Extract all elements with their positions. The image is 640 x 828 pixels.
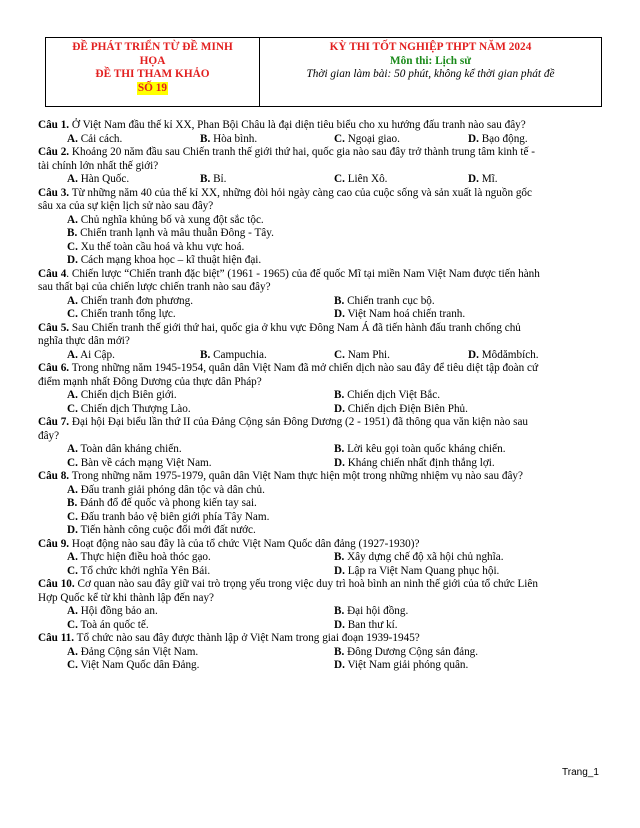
answer-option[interactable] — [67, 659, 199, 673]
answer-option-letter: A. — [67, 443, 78, 455]
answer-option-letter: A. — [67, 173, 78, 185]
question-text-line — [38, 470, 603, 484]
answer-options-row — [38, 389, 603, 403]
answer-option-letter: A. — [67, 483, 78, 496]
answer-option[interactable] — [67, 173, 129, 187]
answer-option[interactable] — [67, 349, 115, 363]
answer-option[interactable] — [67, 551, 211, 565]
question-text-line — [38, 268, 603, 282]
answer-option-text: Đấu tranh bảo vệ biên giới phía Tây Nam. — [80, 510, 270, 523]
answer-option-letter: D. — [334, 564, 345, 577]
answer-option-text: Chiến dịch Việt Bắc. — [347, 389, 441, 401]
answer-option[interactable] — [67, 646, 198, 660]
answer-option-letter: B. — [334, 389, 345, 401]
answer-option[interactable] — [334, 295, 435, 309]
answer-option-text: Mĩ. — [481, 173, 498, 185]
answer-option-text: Xu thế toàn cầu hoá và khu vực hoá. — [80, 240, 245, 253]
answer-option[interactable] — [334, 646, 478, 660]
answer-option-text: Chiến tranh lạnh và mâu thuẫn Đông - Tây. — [80, 227, 274, 239]
answer-options-row — [38, 551, 603, 565]
answer-options-row — [38, 241, 603, 255]
answer-option-text: Chiến dịch Thượng Lào. — [80, 402, 191, 415]
answer-options-row — [38, 214, 603, 228]
answer-option-text: Đại hội đồng. — [347, 605, 409, 617]
question-text-line — [38, 416, 603, 430]
question-text-line — [38, 578, 603, 592]
answer-option[interactable] — [67, 308, 176, 322]
answer-option-letter: C. — [334, 348, 345, 361]
answer-option-letter: D. — [334, 659, 345, 671]
answer-option-letter: A. — [67, 605, 78, 617]
answer-option-letter: B. — [334, 443, 345, 455]
question-text-line — [38, 187, 603, 201]
answer-option-text: Lập ra Việt Nam Quang phục hội. — [347, 564, 500, 577]
answer-option[interactable] — [468, 173, 498, 187]
answer-option-letter: C. — [67, 456, 78, 469]
answer-options-row — [38, 497, 603, 511]
question-list — [38, 119, 603, 673]
answer-option-text: Chiến tranh cục bộ. — [347, 294, 435, 307]
answer-option-text: Việt Nam hoá chiến tranh. — [347, 308, 466, 320]
answer-option-letter: A. — [67, 389, 78, 401]
answer-option[interactable] — [67, 484, 265, 498]
answer-option-text: Việt Nam Quốc dân Đảng. — [80, 659, 200, 671]
answer-option-letter: D. — [334, 308, 345, 320]
answer-option[interactable] — [334, 619, 398, 633]
question-text: sâu xa của sự kiện lịch sử nào sau đây? — [38, 200, 214, 212]
answer-option-letter: A. — [67, 645, 78, 658]
answer-option-letter: B. — [334, 294, 345, 307]
answer-option[interactable] — [67, 524, 256, 538]
question-text: đây? — [38, 429, 60, 442]
answer-option-text: Bàn về cách mạng Việt Nam. — [80, 456, 212, 469]
exam-title: KỲ THI TỐT NGHIỆP THPT NĂM 2024 — [329, 41, 532, 53]
question-number: Câu 4 — [38, 267, 67, 280]
question-number: Câu 2. — [38, 146, 70, 158]
answer-option-text: Hội đồng bảo an. — [80, 605, 158, 617]
question-text: sau thất bại của chiến lược chiến tranh nào sau đây? — [38, 281, 271, 293]
answer-option-letter: C. — [67, 510, 78, 523]
question-number: Câu 3. — [38, 186, 70, 199]
question-text-line — [38, 160, 603, 174]
answer-option-text: Ai Cập. — [80, 348, 115, 361]
header-right-cell — [260, 38, 601, 106]
answer-option-text: Toà án quốc tế. — [80, 618, 149, 631]
answer-option-text: Chiến tranh tổng lực. — [80, 308, 176, 320]
answer-options-row — [38, 457, 603, 471]
answer-option-letter: C. — [67, 564, 78, 577]
answer-option[interactable] — [334, 457, 495, 471]
question-text-line — [38, 362, 603, 376]
answer-option[interactable] — [67, 133, 122, 147]
answer-option[interactable] — [67, 443, 182, 457]
answer-options-row — [38, 295, 603, 309]
exam-subject: Môn thi: Lịch sử — [389, 54, 472, 67]
answer-option-letter: A. — [67, 348, 78, 361]
answer-option-text: Tổ chức khởi nghĩa Yên Bái. — [80, 564, 211, 577]
answer-option[interactable] — [67, 605, 158, 619]
answer-option[interactable] — [67, 254, 261, 268]
question-text-line — [38, 322, 603, 336]
answer-options-row — [38, 619, 603, 633]
question-text: Trong những năm 1975-1979, quân dân Việt Nam thực hiện một trong những nhiệm vụ nào sau đây? — [71, 470, 523, 482]
answer-option[interactable] — [334, 173, 387, 187]
question-number: Câu 11. — [38, 632, 75, 644]
answer-option[interactable] — [200, 349, 267, 363]
answer-option[interactable] — [334, 605, 408, 619]
answer-option-letter: A. — [67, 132, 78, 145]
answer-option-letter: C. — [67, 659, 78, 671]
answer-option[interactable] — [334, 565, 499, 579]
question-text: tài chính lớn nhất thế giới? — [38, 159, 159, 172]
answer-option-text: Bạo động. — [481, 132, 528, 145]
answer-option-letter: D. — [67, 254, 78, 266]
question-text-line — [38, 281, 603, 295]
answer-option[interactable] — [334, 133, 400, 147]
answer-option-letter: A. — [67, 551, 78, 563]
answer-option-text: Campuchia. — [213, 348, 267, 361]
answer-option-letter: D. — [468, 132, 479, 145]
answer-option[interactable] — [334, 308, 465, 322]
answer-option-text: Đảng Cộng sản Việt Nam. — [80, 645, 199, 658]
answer-options-row — [38, 605, 603, 619]
answer-option[interactable] — [200, 173, 226, 187]
question-number: Câu 5. — [38, 321, 70, 334]
answer-option-letter: B. — [334, 551, 345, 563]
answer-option-letter: A. — [67, 213, 78, 226]
header-left-line3: ĐỀ THI THAM KHẢO — [95, 68, 210, 81]
answer-option[interactable] — [67, 241, 244, 255]
answer-options-row — [38, 646, 603, 660]
answer-option-text: Hàn Quốc. — [80, 173, 130, 185]
answer-option-text: Toàn dân kháng chiến. — [80, 443, 182, 455]
answer-option-letter: A. — [67, 294, 78, 307]
answer-options-row — [38, 484, 603, 498]
answer-option-letter: C. — [67, 618, 78, 631]
answer-option-letter: D. — [468, 348, 479, 361]
answer-option-text: Chiến tranh đơn phương. — [80, 294, 194, 307]
question-text: nghĩa thực dân mới? — [38, 335, 130, 347]
answer-option[interactable] — [67, 403, 191, 417]
answer-option-text: Liên Xô. — [347, 173, 388, 185]
answer-option[interactable] — [200, 133, 257, 147]
question-text: Cơ quan nào sau đây giữ vai trò trọng yếu trong việc duy trì hoà bình an ninh thế giới của tổ chức Liên — [77, 578, 538, 590]
answer-option-text: Việt Nam giải phóng quân. — [347, 659, 469, 671]
answer-option[interactable] — [334, 443, 506, 457]
answer-option-letter: B. — [334, 645, 345, 658]
answer-option[interactable] — [468, 349, 539, 363]
answer-options-row — [38, 659, 603, 673]
answer-option-letter: C. — [334, 173, 345, 185]
answer-options-row — [38, 254, 603, 268]
answer-option[interactable] — [334, 403, 468, 417]
answer-option-text: Hòa bình. — [213, 132, 258, 145]
answer-option-text: Đấu tranh giải phóng dân tộc và dân chủ. — [80, 483, 265, 496]
answer-option[interactable] — [468, 133, 528, 147]
answer-option[interactable] — [334, 551, 504, 565]
answer-option-letter: C. — [67, 402, 78, 415]
answer-option[interactable] — [67, 295, 193, 309]
question-text: Tổ chức nào sau đây được thành lập ở Việt Nam trong giai đoạn 1939-1945? — [76, 632, 420, 644]
answer-option-text: Ban thư kí. — [347, 618, 398, 631]
header-left-cell — [46, 38, 260, 106]
header-left-line1: ĐỀ PHÁT TRIỂN TỪ ĐỀ MINH — [72, 41, 233, 53]
answer-options-row — [38, 524, 603, 538]
answer-option[interactable] — [67, 565, 210, 579]
question-text-line — [38, 538, 603, 552]
question-text: Từ những năm 40 của thế kỉ XX, những đòi hỏi ngày càng cao của cuộc sống và sản xuất là nguồn gốc — [71, 186, 532, 199]
question-number: Câu 8. — [38, 470, 70, 482]
answer-option-letter: D. — [468, 173, 479, 185]
answer-option-text: Ngoại giao. — [347, 132, 400, 145]
question-text: Hợp Quốc kể từ khi thành lập đến nay? — [38, 591, 215, 604]
answer-options-row — [38, 308, 603, 322]
answer-option[interactable] — [334, 659, 468, 673]
answer-option-letter: B. — [67, 497, 78, 509]
answer-option-text: Đông Dương Cộng sản đảng. — [347, 645, 479, 658]
answer-option[interactable] — [67, 511, 269, 525]
answer-option[interactable] — [67, 497, 257, 511]
answer-option-letter: C. — [67, 240, 78, 253]
question-text-line — [38, 592, 603, 606]
question-text: Khoảng 20 năm đầu sau Chiến tranh thế giới thứ hai, quốc gia nào sau đây trở thành trung tâm kinh tế - — [71, 146, 536, 158]
answer-options-row — [38, 443, 603, 457]
answer-option-letter: B. — [200, 348, 211, 361]
answer-option-text: Cách mạng khoa học – kĩ thuật hiện đại. — [80, 254, 262, 266]
question-text: điểm mạnh nhất Đông Dương của thực dân Pháp? — [38, 375, 262, 388]
answer-option[interactable] — [334, 389, 440, 403]
answer-option-text: Tiến hành công cuộc đổi mới đất nước. — [80, 524, 256, 536]
answer-option[interactable] — [334, 349, 390, 363]
answer-options-row — [38, 511, 603, 525]
question-number: Câu 10. — [38, 578, 75, 590]
page-number: Trang_1 — [562, 767, 599, 778]
question-number: Câu 6. — [38, 362, 70, 374]
question-text-line — [38, 335, 603, 349]
question-text: Hoạt động nào sau đây là của tổ chức Việt Nam Quốc dân đảng (1927-1930)? — [71, 537, 420, 550]
answer-option-letter: C. — [67, 308, 78, 320]
question-text: Ở Việt Nam đầu thế kỉ XX, Phan Bội Châu là đại diện tiêu biểu cho xu hướng đấu tranh nào sau đây? — [71, 119, 526, 131]
answer-option-letter: B. — [67, 227, 78, 239]
answer-options-row — [38, 133, 603, 147]
question-number: Câu 1. — [38, 119, 70, 131]
answer-options-row — [38, 227, 603, 241]
answer-option-text: Môdămbích. — [481, 348, 539, 361]
answer-option-text: Chiến dịch Biên giới. — [80, 389, 177, 401]
answer-options-row — [38, 173, 603, 187]
question-text: Trong những năm 1945-1954, quân dân Việt Nam đã mở chiến dịch nào sau đây để tiêu diệt tập đoàn cứ — [71, 362, 539, 374]
exam-header — [45, 37, 602, 107]
answer-option-text: Nam Phi. — [347, 348, 390, 361]
question-text-line — [38, 146, 603, 160]
answer-option-letter: D. — [67, 524, 78, 536]
question-text: . Chiến lược “Chiến tranh đặc biệt” (1961 - 1965) của đế quốc Mĩ tại miền Nam Việt Nam được tiến hành — [66, 267, 540, 280]
answer-option-text: Chủ nghĩa khủng bố và xung đột sắc tộc. — [80, 213, 264, 226]
question-text-line — [38, 200, 603, 214]
question-text-line — [38, 119, 603, 133]
answer-option[interactable] — [67, 227, 274, 241]
answer-option-text: Cải cách. — [80, 132, 123, 145]
answer-option-letter: B. — [200, 132, 211, 145]
answer-option-text: Kháng chiến nhất định thắng lợi. — [347, 456, 495, 469]
answer-option-text: Bỉ. — [213, 173, 227, 185]
answer-options-row — [38, 403, 603, 417]
answer-option[interactable] — [67, 389, 177, 403]
question-text: Sau Chiến tranh thế giới thứ hai, quốc gia ở khu vực Đông Nam Á đã tiến hành đấu tranh chống chủ — [71, 321, 521, 334]
answer-option[interactable] — [67, 457, 212, 471]
answer-options-row — [38, 565, 603, 579]
answer-option-text: Đánh đổ đế quốc và phong kiến tay sai. — [80, 497, 257, 509]
answer-option-letter: B. — [334, 605, 345, 617]
exam-code-badge: SỐ 19 — [137, 81, 168, 94]
answer-options-row — [38, 349, 603, 363]
question-text-line — [38, 632, 603, 646]
answer-option-text: Xây dựng chế độ xã hội chủ nghĩa. — [347, 551, 504, 563]
answer-option-letter: D. — [334, 456, 345, 469]
answer-option-text: Chiến dịch Điện Biên Phủ. — [347, 402, 468, 415]
answer-option-text: Thực hiện điều hoà thóc gạo. — [80, 551, 211, 563]
answer-option-letter: C. — [334, 132, 345, 145]
header-left-line2: HỌA — [139, 54, 166, 67]
answer-option[interactable] — [67, 619, 149, 633]
question-text-line — [38, 376, 603, 390]
question-text-line — [38, 430, 603, 444]
answer-option-letter: D. — [334, 402, 345, 415]
question-number: Câu 7. — [38, 416, 70, 428]
question-number: Câu 9. — [38, 537, 70, 550]
answer-option-text: Lời kêu gọi toàn quốc kháng chiến. — [347, 443, 506, 455]
question-text: Đại hội Đại biểu lần thứ II của Đảng Cộng sản Đông Dương (2 - 1951) đã thông qua văn kiện nào sau — [71, 416, 529, 428]
answer-option-letter: D. — [334, 618, 345, 631]
answer-option[interactable] — [67, 214, 264, 228]
answer-option-letter: B. — [200, 173, 211, 185]
exam-time: Thời gian làm bài: 50 phút, không kể thời gian phát đề — [306, 68, 555, 81]
